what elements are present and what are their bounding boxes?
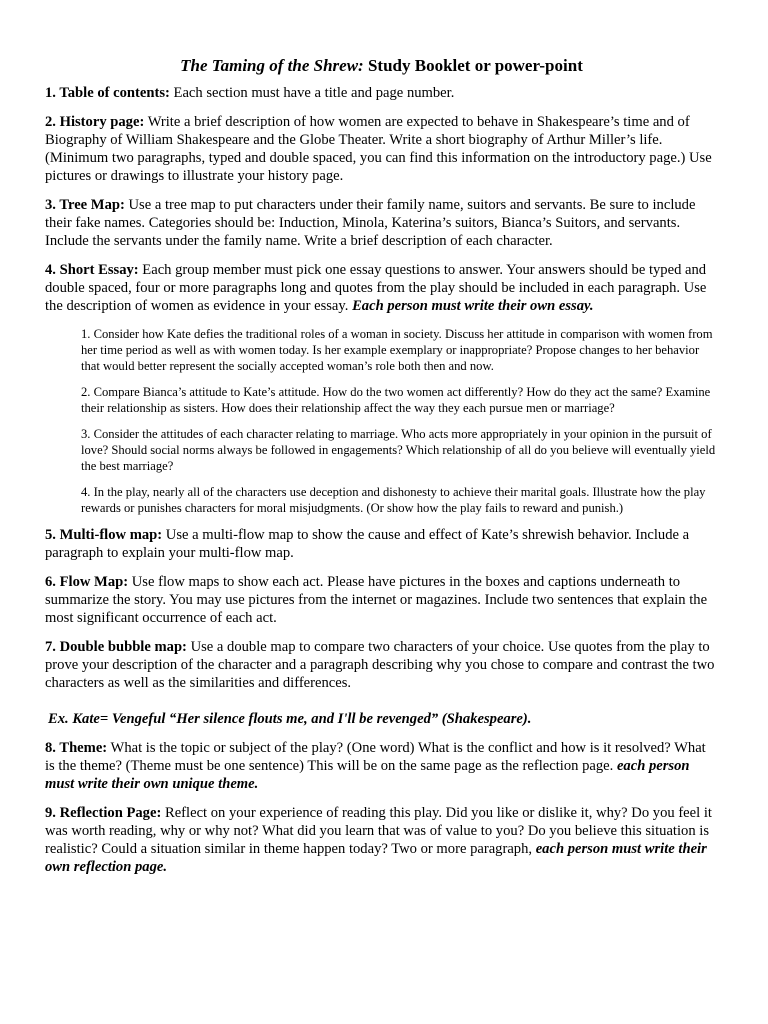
section-text: Use a tree map to put characters under their family name, suitors and servants. Be sure to include their fake names. Categories should be: Induction, Minola, Katerina’s suitors, Bianca’s Suitors, and servants. Include the servants under the family name. Write a brief description of each character. [45, 197, 696, 249]
section-multi-flow-map [45, 526, 718, 562]
section-heading: 4. Short Essay: [45, 262, 139, 278]
section-text: Write a brief description of how women are expected to behave in Shakespeare’s time and of Biography of William Shakespeare and the Globe Theater. Write a short biography of Arthur Miller’s life. (Minimum two paragraphs, typed and double spaced, you can find this information on the introductory page.) Use pictures or drawings to illustrate your history page. [45, 114, 712, 184]
section-theme [45, 739, 718, 793]
section-heading: 6. Flow Map: [45, 574, 129, 590]
section-text: Use a multi-flow map to show the cause and effect of Kate’s shrewish behavior. Include a paragraph to explain your multi-flow map. [45, 527, 690, 561]
section-heading: 1. Table of contents: [45, 85, 170, 101]
section-heading: 2. History page: [45, 114, 145, 130]
essay-question: 1. Consider how Kate defies the traditional roles of a woman in society. Discuss her attitude in comparison with women from her time period as well as with women today. Is her example exemplary or inappropriate? Propose changes to her behavior that would better represent the socially accepted woman’s role both then and now. [81, 327, 713, 373]
essay-question: 3. Consider the attitudes of each character relating to marriage. Who acts more appropriately in your opinion in the pursuit of love? Should social norms always be followed in engagements? Which relationship of all do you believe will eventually yield the best marriage? [81, 427, 716, 473]
section-heading: 3. Tree Map: [45, 197, 125, 213]
section-short-essay [45, 261, 718, 315]
section-emphasis: Each person must write their own essay. [352, 298, 594, 314]
title-play-name: The Taming of the Shrew: [180, 56, 364, 75]
section-heading: 7. Double bubble map: [45, 639, 187, 655]
section-text: Each group member must pick one essay questions to answer. Your answers should be typed and double spaced, four or more paragraphs long and quotes from the play should be included in each paragraph. Use the description of women as evidence in your essay. [45, 262, 707, 314]
example-quote: Ex. Kate= Vengeful “Her silence flouts me, and I'll be revenged” (Shakespeare). [48, 711, 532, 727]
title-rest: Study Booklet or power-point [363, 56, 583, 75]
section-flow-map [45, 573, 718, 627]
section-double-bubble-map [45, 638, 718, 692]
section-text: Each section must have a title and page number. [169, 85, 455, 101]
section-tree-map [45, 196, 718, 250]
section-text: Reflect on your experience of reading this play. Did you like or dislike it, why? Do you feel it was worth reading, why or why not? What did you learn that was of value to you? Do you believe this situation is realistic? Could a situation similar in theme happen today? Two or more paragraph, [45, 805, 712, 857]
section-heading: 9. Reflection Page: [45, 805, 162, 821]
section-emphasis: each person must write their own unique theme. [45, 758, 690, 792]
section-text: Use flow maps to show each act. Please have pictures in the boxes and captions underneath to summarize the story. You may use pictures from the internet or magazines. Include two sentences that explain the most significant occurrence of each act. [45, 574, 708, 626]
section-table-of-contents [45, 84, 718, 102]
page-title [45, 55, 718, 77]
section-heading: 8. Theme: [45, 740, 108, 756]
section-heading: 5. Multi-flow map: [45, 527, 163, 543]
section-emphasis: each person must write their own reflection page. [45, 841, 707, 875]
section-text: Use a double map to compare two characters of your choice. Use quotes from the play to prove your description of the character and a paragraph describing why you chose to compare and contrast the two characters as well as the similarities and differences. [45, 639, 715, 691]
section-history-page [45, 113, 718, 185]
essay-question: 2. Compare Bianca’s attitude to Kate’s attitude. How do the two women act differently? How do they act the same? Examine their relationship as sisters. How does their relationship affect the way they each pursue men or marriage? [81, 385, 711, 415]
section-reflection-page [45, 804, 718, 876]
section-text: What is the topic or subject of the play? (One word) What is the conflict and how is it resolved? What is the theme? (Theme must be one sentence) This will be on the same page as the reflection page. [45, 740, 706, 774]
essay-question: 4. In the play, nearly all of the characters use deception and dishonesty to achieve their marital goals. Illustrate how the play rewards or punishes characters for moral misjudgments. (Or show how the play fails to reward and punish.) [81, 485, 706, 515]
